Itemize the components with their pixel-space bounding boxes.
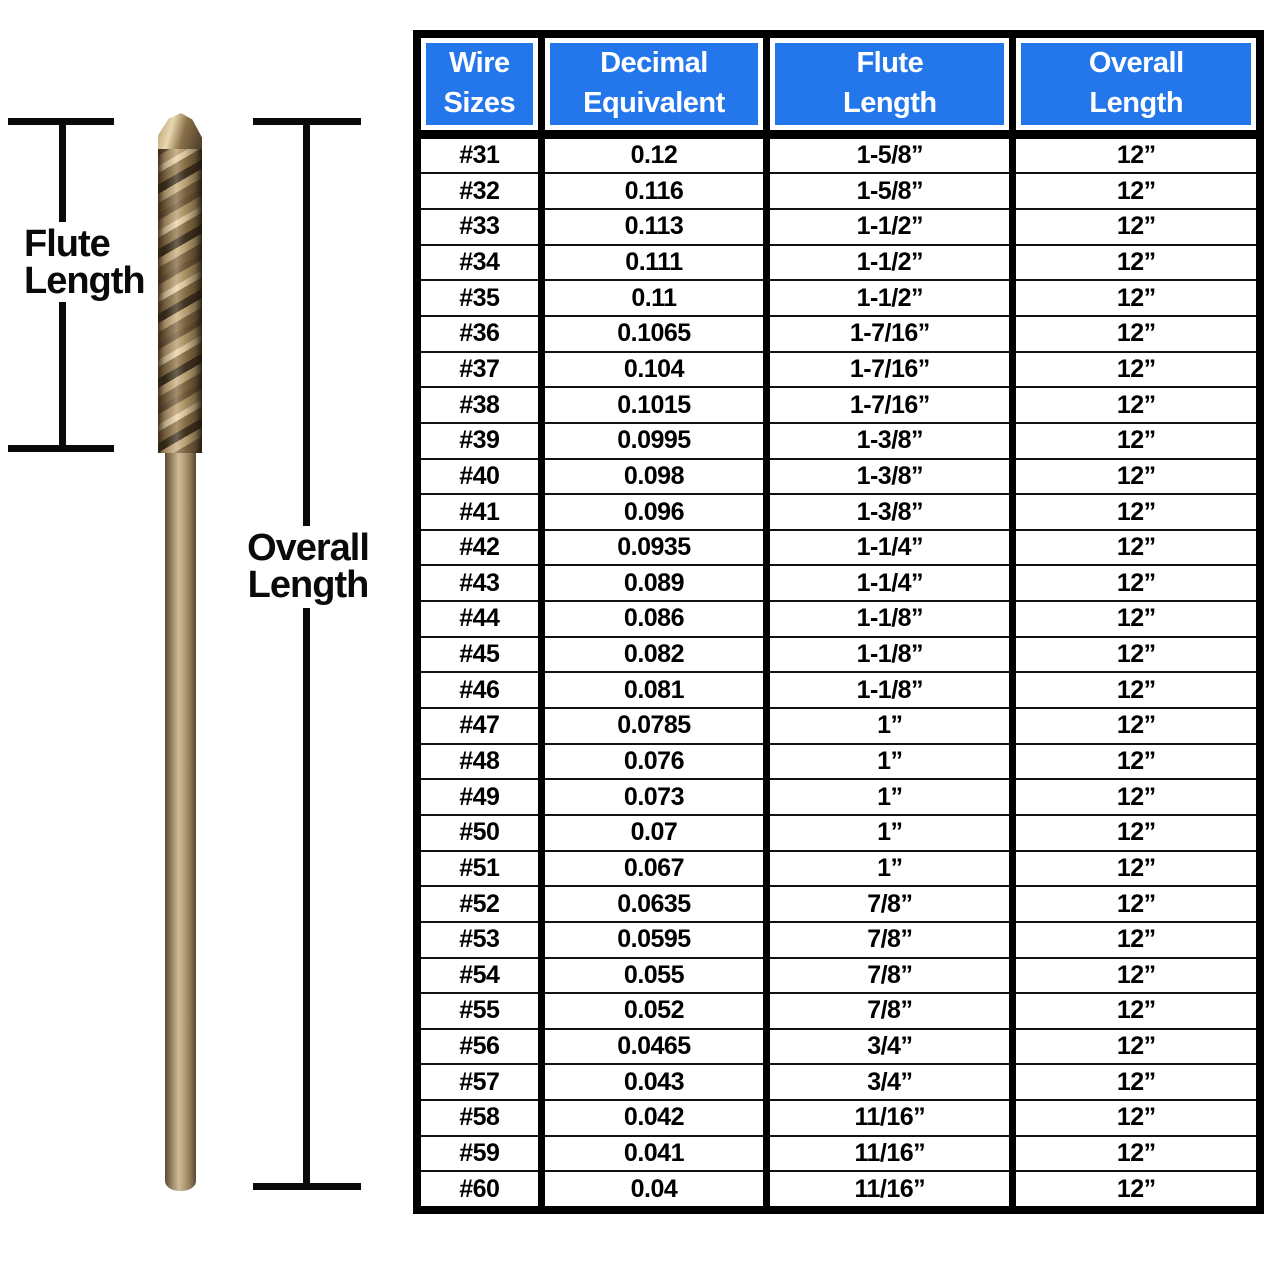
decimal-equivalent-cell: 0.0465 [541,1029,766,1065]
flute-length-cell: 7/8” [767,958,1013,994]
flute-length-cell: 7/8” [767,922,1013,958]
wire-size-cell: #37 [421,352,541,388]
table-row [421,209,1256,245]
table-row [421,1029,1256,1065]
column-header-line1: Decimal [600,47,708,80]
overall-dim-line-lower [303,608,310,1185]
table-row [421,958,1256,994]
table-header-row [421,38,1256,134]
decimal-equivalent-cell: 0.089 [541,565,766,601]
table-row [421,637,1256,673]
column-header [421,38,541,134]
overall-length-cell: 12” [1013,209,1256,245]
flute-length-cell: 1-7/16” [767,316,1013,352]
wire-size-cell: #58 [421,1100,541,1136]
column-header-block [550,43,758,125]
drill-bit-shank-icon [165,453,196,1191]
flute-length-cell: 1-1/4” [767,530,1013,566]
overall-length-cell: 12” [1013,134,1256,173]
wire-size-cell: #51 [421,851,541,887]
decimal-equivalent-cell: 0.096 [541,494,766,530]
overall-length-cell: 12” [1013,530,1256,566]
wire-size-cell: #41 [421,494,541,530]
wire-size-cell: #32 [421,173,541,209]
overall-length-cell: 12” [1013,708,1256,744]
decimal-equivalent-cell: 0.0935 [541,530,766,566]
overall-length-cell: 12” [1013,672,1256,708]
overall-length-cell: 12” [1013,1064,1256,1100]
flute-length-cell: 1” [767,851,1013,887]
wire-size-cell: #60 [421,1171,541,1206]
column-header [1013,38,1256,134]
flute-length-cell: 1-5/8” [767,173,1013,209]
overall-length-cell: 12” [1013,851,1256,887]
overall-length-cell: 12” [1013,494,1256,530]
table-row [421,459,1256,495]
decimal-equivalent-cell: 0.0635 [541,886,766,922]
table-row [421,851,1256,887]
overall-length-cell: 12” [1013,637,1256,673]
wire-size-cell: #45 [421,637,541,673]
overall-length-cell: 12” [1013,423,1256,459]
decimal-equivalent-cell: 0.0785 [541,708,766,744]
decimal-equivalent-cell: 0.081 [541,672,766,708]
table-row [421,993,1256,1029]
flute-length-cell: 1-3/8” [767,459,1013,495]
overall-length-cell: 12” [1013,601,1256,637]
flute-length-cell: 1-1/8” [767,601,1013,637]
drill-bit-image [158,113,202,1191]
decimal-equivalent-cell: 0.082 [541,637,766,673]
wire-size-cell: #44 [421,601,541,637]
wire-size-cell: #36 [421,316,541,352]
flute-dim-line-upper [59,118,66,222]
decimal-equivalent-cell: 0.1015 [541,387,766,423]
wire-size-cell: #34 [421,245,541,281]
flute-length-cell: 3/4” [767,1029,1013,1065]
flute-length-cell: 11/16” [767,1171,1013,1206]
wire-size-cell: #50 [421,815,541,851]
column-header [541,38,766,134]
decimal-equivalent-cell: 0.0995 [541,423,766,459]
flute-length-label-line2: Length [24,260,145,302]
overall-dim-line-upper [303,118,310,526]
flute-length-cell: 1-1/2” [767,280,1013,316]
table-row [421,352,1256,388]
wire-size-cell: #56 [421,1029,541,1065]
flute-dim-line-lower [59,302,66,452]
wire-size-cell: #40 [421,459,541,495]
table-row [421,601,1256,637]
overall-length-label-line1: Overall [247,527,369,569]
wire-size-cell: #35 [421,280,541,316]
decimal-equivalent-cell: 0.111 [541,245,766,281]
wire-size-cell: #59 [421,1136,541,1172]
table-row [421,245,1256,281]
decimal-equivalent-cell: 0.1065 [541,316,766,352]
column-header-line1: Overall [1088,47,1184,80]
table-row [421,134,1256,173]
wire-size-cell: #39 [421,423,541,459]
column-header-line2: Length [1089,87,1184,120]
drill-bit-flutes-icon [158,149,202,453]
decimal-equivalent-cell: 0.113 [541,209,766,245]
table-row [421,387,1256,423]
table-row [421,316,1256,352]
spec-table [421,38,1256,1206]
column-header-line2: Sizes [443,87,516,120]
decimal-equivalent-cell: 0.086 [541,601,766,637]
table-row [421,815,1256,851]
overall-length-cell: 12” [1013,779,1256,815]
decimal-equivalent-cell: 0.042 [541,1100,766,1136]
wire-size-cell: #46 [421,672,541,708]
flute-length-cell: 1-7/16” [767,387,1013,423]
table-row [421,672,1256,708]
decimal-equivalent-cell: 0.055 [541,958,766,994]
column-header-line2: Equivalent [583,87,725,120]
overall-length-label [243,527,373,606]
wire-size-cell: #49 [421,779,541,815]
flute-length-cell: 11/16” [767,1136,1013,1172]
column-header-block [426,43,533,125]
overall-length-cell: 12” [1013,1136,1256,1172]
decimal-equivalent-cell: 0.07 [541,815,766,851]
wire-size-cell: #55 [421,993,541,1029]
flute-length-cell: 1-3/8” [767,494,1013,530]
wire-size-cell: #52 [421,886,541,922]
overall-length-cell: 12” [1013,1029,1256,1065]
overall-length-cell: 12” [1013,280,1256,316]
overall-length-label-line2: Length [247,564,369,606]
flute-length-cell: 1” [767,815,1013,851]
flute-length-cell: 1-1/4” [767,565,1013,601]
flute-length-cell: 1-3/8” [767,423,1013,459]
overall-length-cell: 12” [1013,1171,1256,1206]
decimal-equivalent-cell: 0.11 [541,280,766,316]
column-header [767,38,1013,134]
overall-length-cell: 12” [1013,958,1256,994]
table-row [421,565,1256,601]
table-row [421,530,1256,566]
flute-length-cell: 1-1/2” [767,245,1013,281]
column-header-line1: Flute [856,47,924,80]
flute-length-cell: 3/4” [767,1064,1013,1100]
decimal-equivalent-cell: 0.076 [541,744,766,780]
flute-length-cell: 7/8” [767,993,1013,1029]
wire-size-cell: #42 [421,530,541,566]
decimal-equivalent-cell: 0.04 [541,1171,766,1206]
table-row [421,494,1256,530]
overall-length-cell: 12” [1013,1100,1256,1136]
overall-length-cell: 12” [1013,173,1256,209]
table-row [421,1064,1256,1100]
decimal-equivalent-cell: 0.067 [541,851,766,887]
wire-size-cell: #57 [421,1064,541,1100]
overall-length-cell: 12” [1013,387,1256,423]
decimal-equivalent-cell: 0.073 [541,779,766,815]
column-header-line1: Wire [449,47,510,80]
table-row [421,173,1256,209]
wire-size-cell: #47 [421,708,541,744]
overall-length-cell: 12” [1013,316,1256,352]
table-row [421,708,1256,744]
column-header-line2: Length [843,87,937,120]
flute-length-label [24,223,145,302]
flute-length-cell: 11/16” [767,1100,1013,1136]
overall-length-cell: 12” [1013,352,1256,388]
decimal-equivalent-cell: 0.0595 [541,922,766,958]
wire-size-cell: #43 [421,565,541,601]
table-row [421,779,1256,815]
decimal-equivalent-cell: 0.098 [541,459,766,495]
flute-length-cell: 1-7/16” [767,352,1013,388]
wire-size-cell: #33 [421,209,541,245]
flute-length-cell: 1-1/8” [767,637,1013,673]
wire-size-cell: #54 [421,958,541,994]
flute-length-cell: 1-1/2” [767,209,1013,245]
table-row [421,1100,1256,1136]
decimal-equivalent-cell: 0.116 [541,173,766,209]
decimal-equivalent-cell: 0.104 [541,352,766,388]
flute-length-cell: 1” [767,708,1013,744]
decimal-equivalent-cell: 0.12 [541,134,766,173]
decimal-equivalent-cell: 0.041 [541,1136,766,1172]
table-row [421,744,1256,780]
overall-length-cell: 12” [1013,886,1256,922]
table-row [421,1136,1256,1172]
flute-length-label-line1: Flute [24,223,110,265]
flute-length-cell: 7/8” [767,886,1013,922]
wire-size-spec-table [413,30,1264,1214]
table-row [421,886,1256,922]
overall-length-cell: 12” [1013,565,1256,601]
flute-length-cell: 1-5/8” [767,134,1013,173]
table-body [421,134,1256,1206]
decimal-equivalent-cell: 0.052 [541,993,766,1029]
overall-length-cell: 12” [1013,815,1256,851]
overall-length-cell: 12” [1013,459,1256,495]
decimal-equivalent-cell: 0.043 [541,1064,766,1100]
column-header-block [1021,43,1251,125]
wire-size-cell: #48 [421,744,541,780]
overall-dim-bottom-bar [253,1183,361,1190]
table-row [421,423,1256,459]
flute-dim-bottom-bar [8,445,114,452]
flute-length-cell: 1-1/8” [767,672,1013,708]
overall-length-cell: 12” [1013,245,1256,281]
wire-size-cell: #31 [421,134,541,173]
column-header-block [775,43,1004,125]
table-row [421,1171,1256,1206]
wire-size-cell: #38 [421,387,541,423]
overall-length-cell: 12” [1013,993,1256,1029]
overall-length-cell: 12” [1013,744,1256,780]
overall-length-cell: 12” [1013,922,1256,958]
table-row [421,922,1256,958]
drill-bit-tip-icon [158,113,202,149]
flute-length-cell: 1” [767,779,1013,815]
flute-length-cell: 1” [767,744,1013,780]
table-row [421,280,1256,316]
wire-size-cell: #53 [421,922,541,958]
